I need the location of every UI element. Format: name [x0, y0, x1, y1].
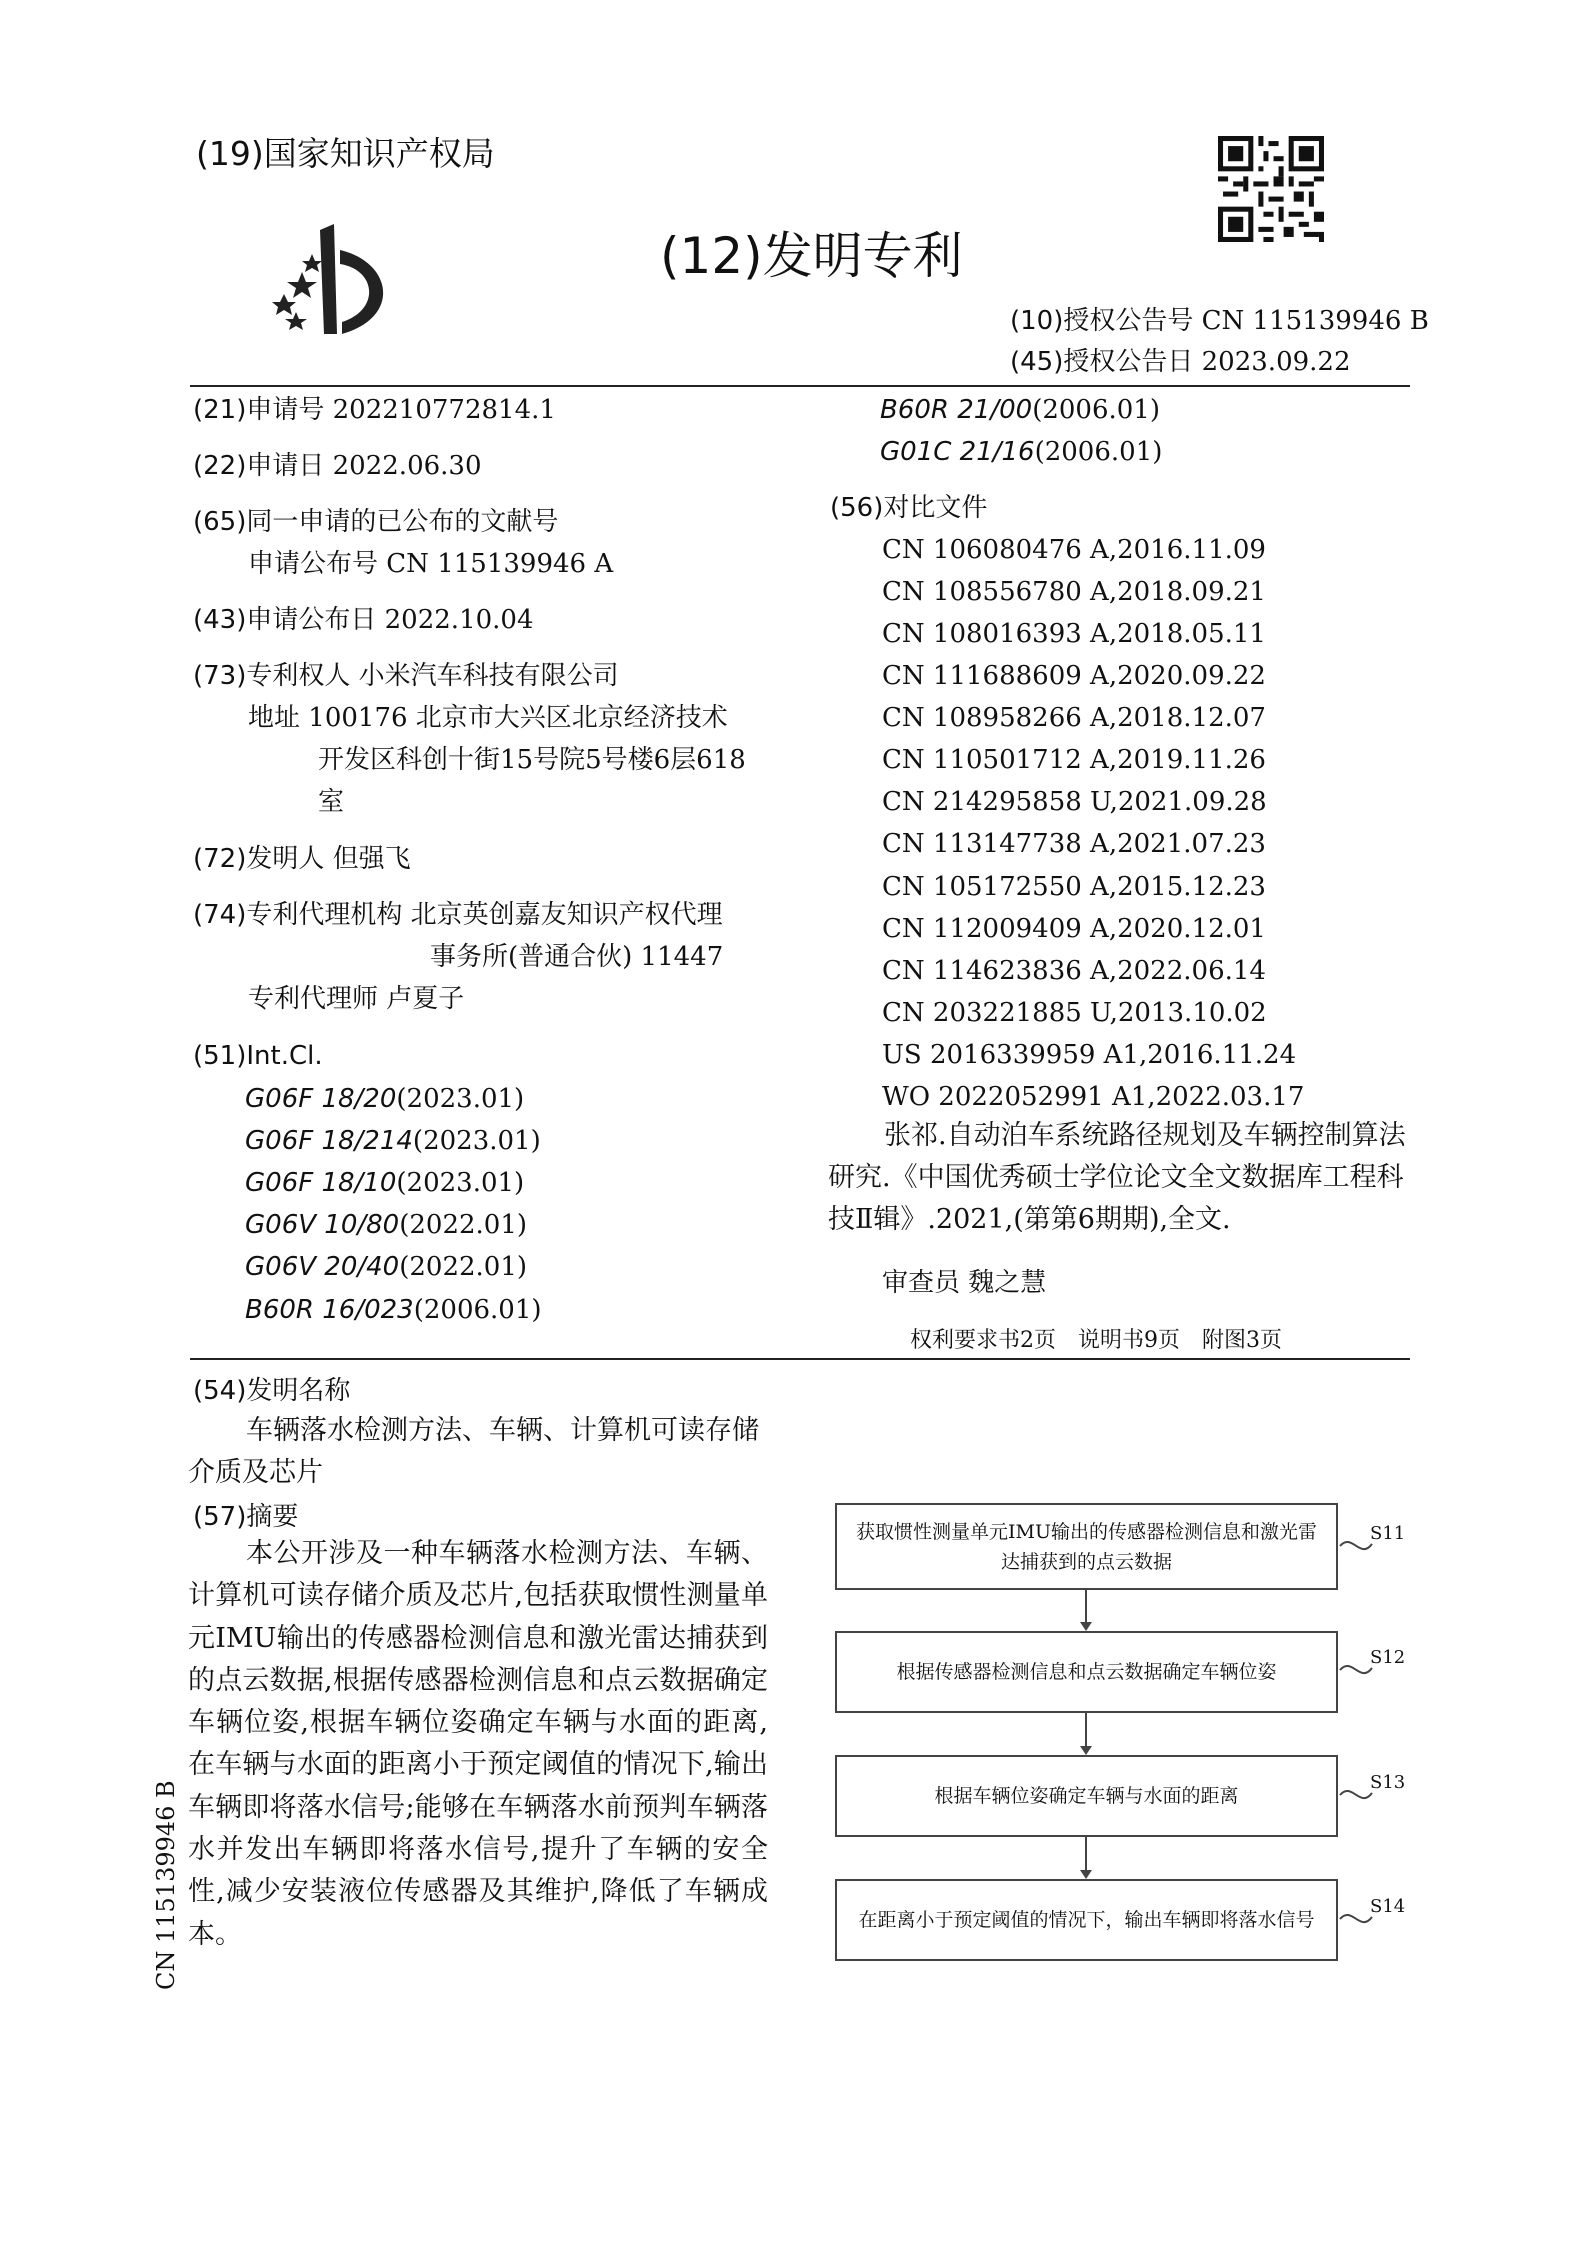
step-label: S12: [1370, 1647, 1406, 1668]
app-no-label: (21)申请号: [193, 395, 325, 425]
inventor: 但强飞: [332, 844, 411, 874]
agent: 卢夏子: [386, 984, 465, 1014]
step-label: S13: [1370, 1772, 1406, 1793]
ipc-item: B60R 21/00(2006.01): [880, 395, 1160, 425]
ipc-item: G06V 10/80(2022.01): [245, 1210, 528, 1240]
patentee: 小米汽车科技有限公司: [358, 661, 619, 691]
ref-item: CN 203221885 U,2013.10.02: [882, 998, 1267, 1028]
address-line2: 开发区科创十街15号院5号楼6层618: [318, 745, 746, 775]
page-summary: 权利要求书2页 说明书9页 附图3页: [910, 1328, 1282, 1353]
app-date-label: (22)申请日: [193, 451, 325, 481]
pub-no-label: (10)授权公告号: [1010, 306, 1194, 336]
ipc-item: B60R 16/023(2006.01): [245, 1295, 542, 1325]
address-line1: 100176 北京市大兴区北京经济技术: [308, 703, 728, 733]
agency-line1: 北京英创嘉友知识产权代理: [410, 900, 723, 930]
examiner: 魏之慧: [968, 1268, 1047, 1298]
refs-label: (56)对比文件: [830, 493, 988, 523]
ref-item: CN 111688609 A,2020.09.22: [882, 661, 1266, 691]
ref-item: CN 113147738 A,2021.07.23: [882, 829, 1266, 859]
app-no: 202210772814.1: [332, 395, 556, 425]
ref-item: CN 108016393 A,2018.05.11: [882, 619, 1266, 649]
patentee-label: (73)专利权人: [193, 661, 351, 691]
prior-pub-label: (65)同一申请的已公布的文献号: [193, 507, 559, 537]
pub-date: 2023.09.22: [1201, 347, 1351, 377]
ref-item: CN 108958266 A,2018.12.07: [882, 703, 1266, 733]
app-date: 2022.06.30: [332, 451, 482, 481]
nonpatent-ref: 张祁.自动泊车系统路径规划及车辆控制算法研究.《中国优秀硕士学位论文全文数据库工程科技Ⅱ辑》.2021,(第第6期期),全文.: [828, 1120, 1406, 1235]
ref-item: CN 110501712 A,2019.11.26: [882, 745, 1266, 775]
ref-item: CN 108556780 A,2018.09.21: [882, 577, 1266, 607]
app-pub-no: CN 115139946 A: [386, 549, 614, 579]
ipc-item: G06F 18/214(2023.01): [245, 1126, 541, 1156]
invention-name-label: (54)发明名称: [193, 1376, 351, 1406]
ref-item: CN 112009409 A,2020.12.01: [882, 914, 1266, 944]
ref-item: WO 2022052991 A1,2022.03.17: [882, 1082, 1305, 1112]
abstract-text: 本公开涉及一种车辆落水检测方法、车辆、计算机可读存储介质及芯片,包括获取惯性测量单元IMU输出的传感器检测信息和激光雷达捕获到的点云数据,根据传感器检测信息和点云数据确定车辆位姿,根据车辆位姿确定车辆与水面的距离,在车辆与水面的距离小于预定阈值的情况下,输出车辆即将落水信号;能够在车辆落水前预判车辆落水并发出车辆即将落水信号,提升了车辆的安全性,减少安装液位传感器及其维护,降低了车辆成本。: [188, 1538, 768, 1950]
step-label: S11: [1370, 1523, 1406, 1544]
ref-item: US 2016339959 A1,2016.11.24: [882, 1040, 1297, 1070]
app-pub-no-label: 申请公布号: [248, 549, 379, 579]
agency-line2: 事务所(普通合伙) 11447: [430, 942, 724, 972]
agent-label: 专利代理师: [248, 984, 379, 1014]
app-pub-date-label: (43)申请公布日: [193, 605, 377, 635]
pub-date-label: (45)授权公告日: [1010, 347, 1194, 377]
flow-step-s11: 获取惯性测量单元IMU输出的传感器检测信息和激光雷达捕获到的点云数据: [835, 1503, 1338, 1590]
office-name: (19)国家知识产权局: [196, 134, 495, 173]
invention-name: 车辆落水检测方法、车辆、计算机可读存储介质及芯片: [188, 1415, 759, 1488]
ref-item: CN 114623836 A,2022.06.14: [882, 956, 1266, 986]
ref-item: CN 214295858 U,2021.09.28: [882, 787, 1267, 817]
pub-no: CN 115139946 B: [1201, 306, 1429, 336]
ipc-label: (51)Int.Cl.: [193, 1041, 323, 1071]
app-pub-date: 2022.10.04: [384, 605, 534, 635]
ipc-item: G01C 21/16(2006.01): [880, 437, 1163, 467]
address-label: 地址: [248, 703, 301, 733]
agency-label: (74)专利代理机构: [193, 900, 403, 930]
step-label: S14: [1370, 1896, 1406, 1917]
side-patent-number: CN 115139946 B: [152, 1780, 180, 1990]
flow-step-s13: 根据车辆位姿确定车辆与水面的距离: [835, 1755, 1338, 1837]
doc-type: (12)发明专利: [660, 227, 963, 285]
ref-item: CN 105172550 A,2015.12.23: [882, 872, 1266, 902]
examiner-label: 审查员: [882, 1268, 961, 1298]
ref-item: CN 106080476 A,2016.11.09: [882, 535, 1266, 565]
ipc-item: G06V 20/40(2022.01): [245, 1252, 528, 1282]
flow-step-s12: 根据传感器检测信息和点云数据确定车辆位姿: [835, 1631, 1338, 1713]
flow-step-s14: 在距离小于预定阈值的情况下，输出车辆即将落水信号: [835, 1879, 1338, 1961]
abstract-label: (57)摘要: [193, 1502, 299, 1532]
ipc-item: G06F 18/10(2023.01): [245, 1168, 525, 1198]
inventor-label: (72)发明人: [193, 844, 325, 874]
ipc-item: G06F 18/20(2023.01): [245, 1084, 525, 1114]
address-line3: 室: [318, 787, 345, 817]
